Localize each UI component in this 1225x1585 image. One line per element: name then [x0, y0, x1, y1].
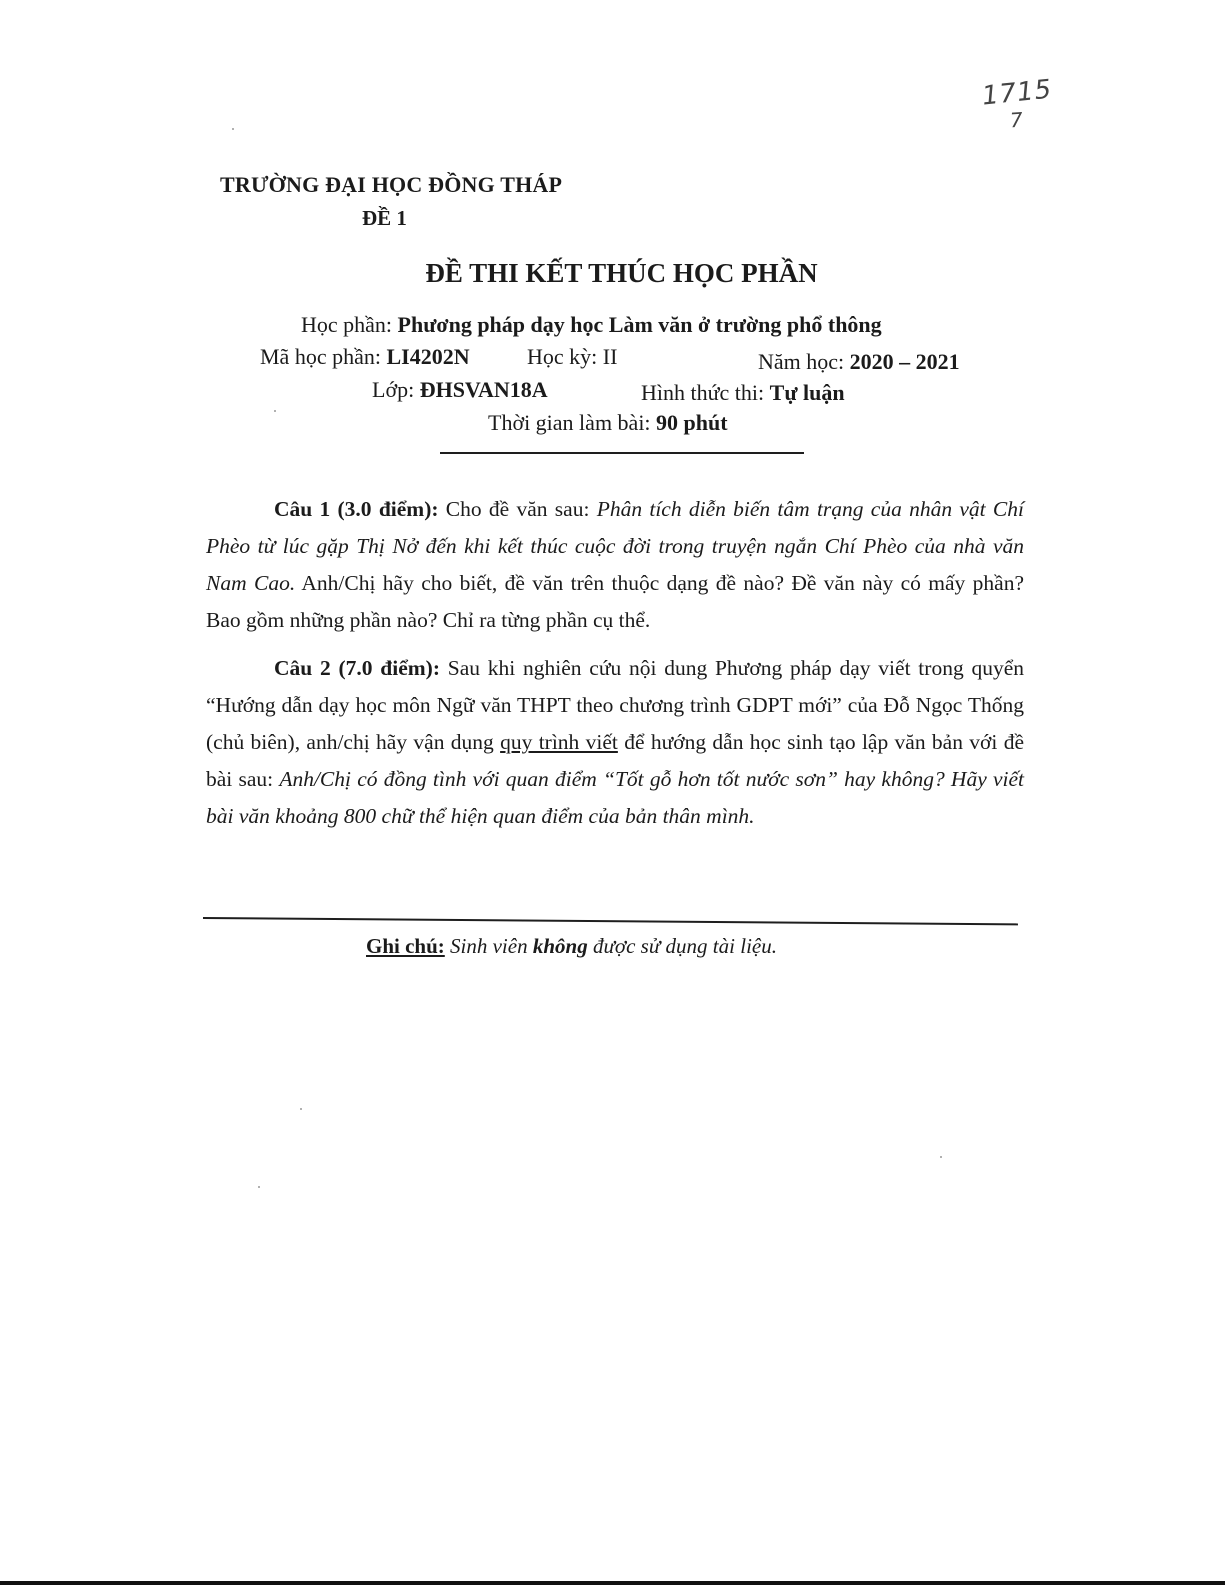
question-2 [206, 650, 1024, 835]
course-value: Phương pháp dạy học Làm văn ở trường phổ thông [397, 312, 882, 337]
question-2-after-term: để hướng dẫn học sinh tạo lập văn bản với đề bài sau: [206, 730, 1024, 791]
question-1-prompt: Phân tích diễn biến tâm trạng của nhân vật Chí Phèo từ lúc gặp Thị Nở đến khi kết thúc cuộc đời trong truyện ngắn Chí Phèo của nhà văn Nam Cao. [206, 497, 1024, 595]
question-1 [206, 491, 1024, 639]
handwritten-annotation [980, 74, 1054, 148]
scan-bottom-edge [0, 1581, 1225, 1585]
duration-line [488, 410, 728, 436]
class-value: ĐHSVAN18A [419, 377, 548, 402]
exam-form-label: Hình thức thi: [641, 380, 770, 405]
class-label: Lớp: [372, 377, 420, 402]
scan-speck [300, 1108, 302, 1110]
scan-speck [274, 410, 276, 412]
handwritten-mark: 7 [1009, 107, 1024, 133]
note-line [366, 934, 777, 959]
exam-title: ĐỀ THI KẾT THÚC HỌC PHẦN [425, 258, 818, 288]
semester-value: II [602, 344, 618, 369]
duration-label: Thời gian làm bài: [488, 410, 657, 435]
header-divider [440, 452, 804, 454]
question-1-tasks: Anh/Chị hãy cho biết, đề văn trên thuộc dạng đề nào? Đề văn này có mấy phần? Bao gồm những phần nào? Chỉ ra từng phần cụ thể. [206, 571, 1024, 632]
question-2-heading: Câu 2 (7.0 điểm): [274, 656, 440, 680]
academic-year-line [758, 349, 960, 375]
question-1-heading: Câu 1 (3.0 điểm): [274, 497, 439, 521]
school-name: TRƯỜNG ĐẠI HỌC ĐỒNG THÁP [220, 172, 563, 197]
scan-speck [258, 1186, 260, 1188]
scan-speck [940, 1156, 942, 1158]
exam-form-value: Tự luận [769, 380, 845, 405]
note-text-before: Sinh viên [444, 934, 533, 958]
course-code-value: LI4202N [386, 344, 470, 369]
scan-speck [232, 128, 234, 130]
note-text-after: được sử dụng tài liệu. [587, 934, 777, 958]
question-1-intro: Cho đề văn sau: [438, 497, 597, 521]
semester-label: Học kỳ: [527, 344, 603, 369]
note-emphasis: không [532, 934, 588, 958]
handwritten-number: 1715 [980, 74, 1054, 112]
semester-line [527, 344, 617, 370]
class-line [372, 377, 548, 403]
course-code-line [260, 344, 470, 370]
course-label: Học phần: [301, 312, 398, 337]
academic-year-label: Năm học: [758, 349, 850, 374]
footer-divider [203, 917, 1018, 925]
question-2-intro: Sau khi nghiên cứu nội dung Phương pháp dạy viết trong quyển “Hướng dẫn dạy học môn Ngữ văn THPT theo chương trình GDPT mới” của Đỗ Ngọc Thống (chủ biên), anh/chị hãy vận dụng [206, 656, 1024, 754]
course-code-label: Mã học phần: [260, 344, 387, 369]
note-label: Ghi chú: [366, 934, 445, 958]
duration-value: 90 phút [656, 410, 728, 435]
exam-form-line [641, 380, 845, 406]
question-2-prompt: Anh/Chị có đồng tình với quan điểm “Tốt gỗ hơn tốt nước sơn” hay không? Hãy viết bài văn khoảng 800 chữ thể hiện quan điểm của bản thân mình. [206, 767, 1024, 828]
academic-year-value: 2020 – 2021 [849, 349, 960, 374]
exam-version: ĐỀ 1 [362, 206, 407, 230]
question-2-underlined-term: quy trình viết [500, 730, 618, 754]
course-line [301, 312, 882, 338]
